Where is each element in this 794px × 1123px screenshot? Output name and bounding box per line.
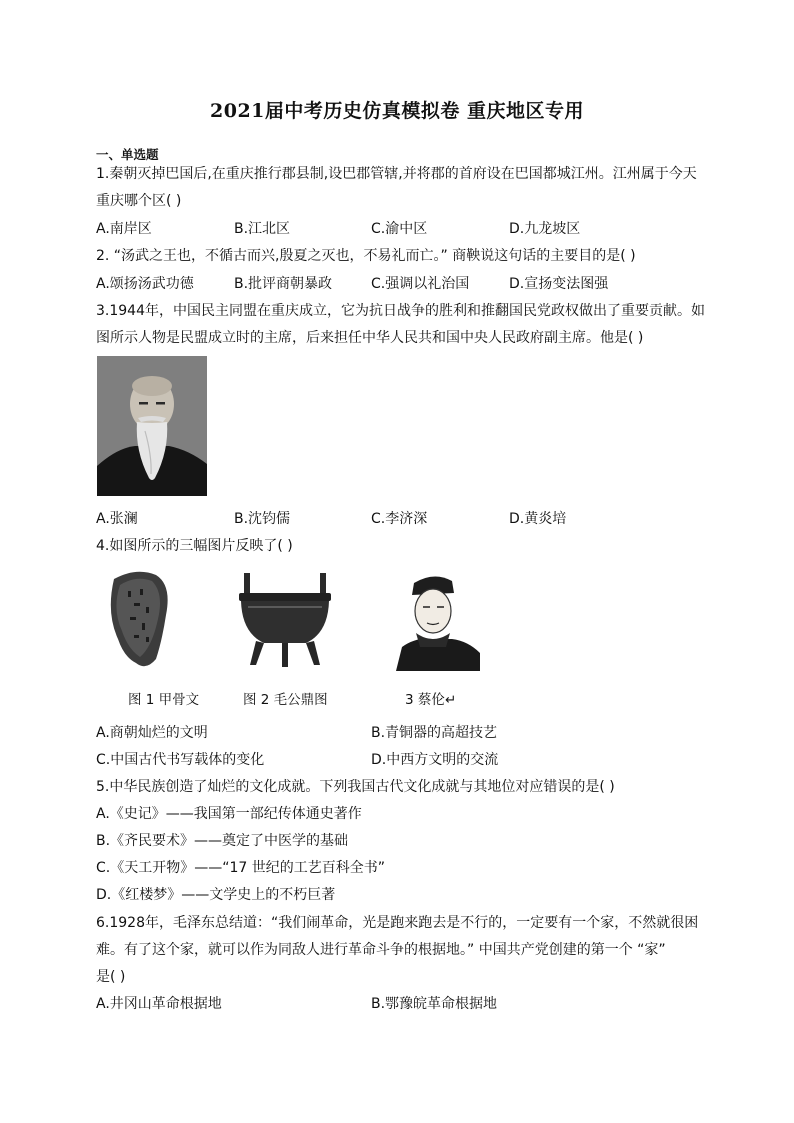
question-6-text: 6.1928年，毛泽东总结道：“我们闹革命，光是跑来跑去是不行的，一定要有一个家，不然就很困 — [96, 915, 699, 931]
q5-option-a[interactable]: A.《史记》——我国第一部纪传体通史著作 — [96, 806, 362, 822]
q2-option-c[interactable]: C.强调以礼治国 — [371, 276, 470, 292]
q1-option-b[interactable]: B.江北区 — [234, 221, 291, 237]
question-3-text: 3.1944年，中国民主同盟在重庆成立，它为抗日战争的胜利和推翻国民党政权做出了重要贡献。如 — [96, 303, 705, 319]
q1-option-d[interactable]: D.九龙坡区 — [509, 221, 581, 237]
portrait-photo — [97, 356, 207, 496]
q3-option-b[interactable]: B.沈钧儒 — [234, 511, 291, 527]
q4-option-c[interactable]: C.中国古代书写载体的变化 — [96, 752, 265, 768]
oracle-bone-image — [111, 572, 168, 666]
question-1-text-cont: 重庆哪个区( ) — [96, 193, 182, 209]
q6-option-b[interactable]: B.鄂豫皖革命根据地 — [371, 996, 498, 1012]
page-title: 2021届中考历史仿真模拟卷 重庆地区专用 — [210, 100, 584, 122]
ding-vessel-image — [239, 573, 331, 667]
q5-option-c[interactable]: C.《天工开物》——“17 世纪的工艺百科全书” — [96, 860, 385, 876]
section-heading: 一、单选题 — [96, 147, 159, 162]
figure-1-caption: 图 1 甲骨文 — [128, 692, 200, 708]
figure-strip — [96, 563, 481, 675]
q2-option-a[interactable]: A.颂扬汤武功德 — [96, 276, 194, 292]
q1-option-a[interactable]: A.南岸区 — [96, 221, 152, 237]
q2-option-d[interactable]: D.宣扬变法图强 — [509, 276, 609, 292]
q3-option-a[interactable]: A.张澜 — [96, 511, 138, 527]
question-6-text-cont2: 是( ) — [96, 969, 126, 985]
q2-option-b[interactable]: B.批评商朝暴政 — [234, 276, 333, 292]
q3-option-c[interactable]: C.李济深 — [371, 511, 428, 527]
q3-option-d[interactable]: D.黄炎培 — [509, 511, 567, 527]
question-4-text: 4.如图所示的三幅图片反映了( ) — [96, 538, 293, 554]
question-2-text: 2. “汤武之王也，不循古而兴,殷夏之灭也，不易礼而亡。” 商鞅说这句话的主要目的是( ) — [96, 248, 636, 264]
question-1-text: 1.秦朝灭掉巴国后,在重庆推行郡县制,设巴郡管辖,并将郡的首府设在巴国都城江州。江州属于今天 — [96, 166, 697, 182]
q4-option-d[interactable]: D.中西方文明的交流 — [371, 752, 499, 768]
question-6-text-cont: 难。有了这个家，就可以作为同敌人进行革命斗争的根据地。” 中国共产党创建的第一个 “家” — [96, 942, 666, 958]
q6-option-a[interactable]: A.井冈山革命根据地 — [96, 996, 222, 1012]
q1-option-c[interactable]: C.渝中区 — [371, 221, 428, 237]
q4-option-b[interactable]: B.青铜器的高超技艺 — [371, 725, 498, 741]
q5-option-d[interactable]: D.《红楼梦》——文学史上的不朽巨著 — [96, 887, 336, 903]
figure-3-caption: 3 蔡伦↵ — [405, 692, 457, 708]
question-3-text-cont: 图所示人物是民盟成立时的主席，后来担任中华人民共和国中央人民政府副主席。他是( ) — [96, 330, 644, 346]
q5-option-b[interactable]: B.《齐民要术》——奠定了中医学的基础 — [96, 833, 349, 849]
figure-2-caption: 图 2 毛公鼎图 — [243, 692, 328, 708]
question-5-text: 5.中华民族创造了灿烂的文化成就。下列我国古代文化成就与其地位对应错误的是( ) — [96, 779, 615, 795]
cai-lun-portrait-image — [396, 576, 480, 671]
q4-option-a[interactable]: A.商朝灿烂的文明 — [96, 725, 208, 741]
